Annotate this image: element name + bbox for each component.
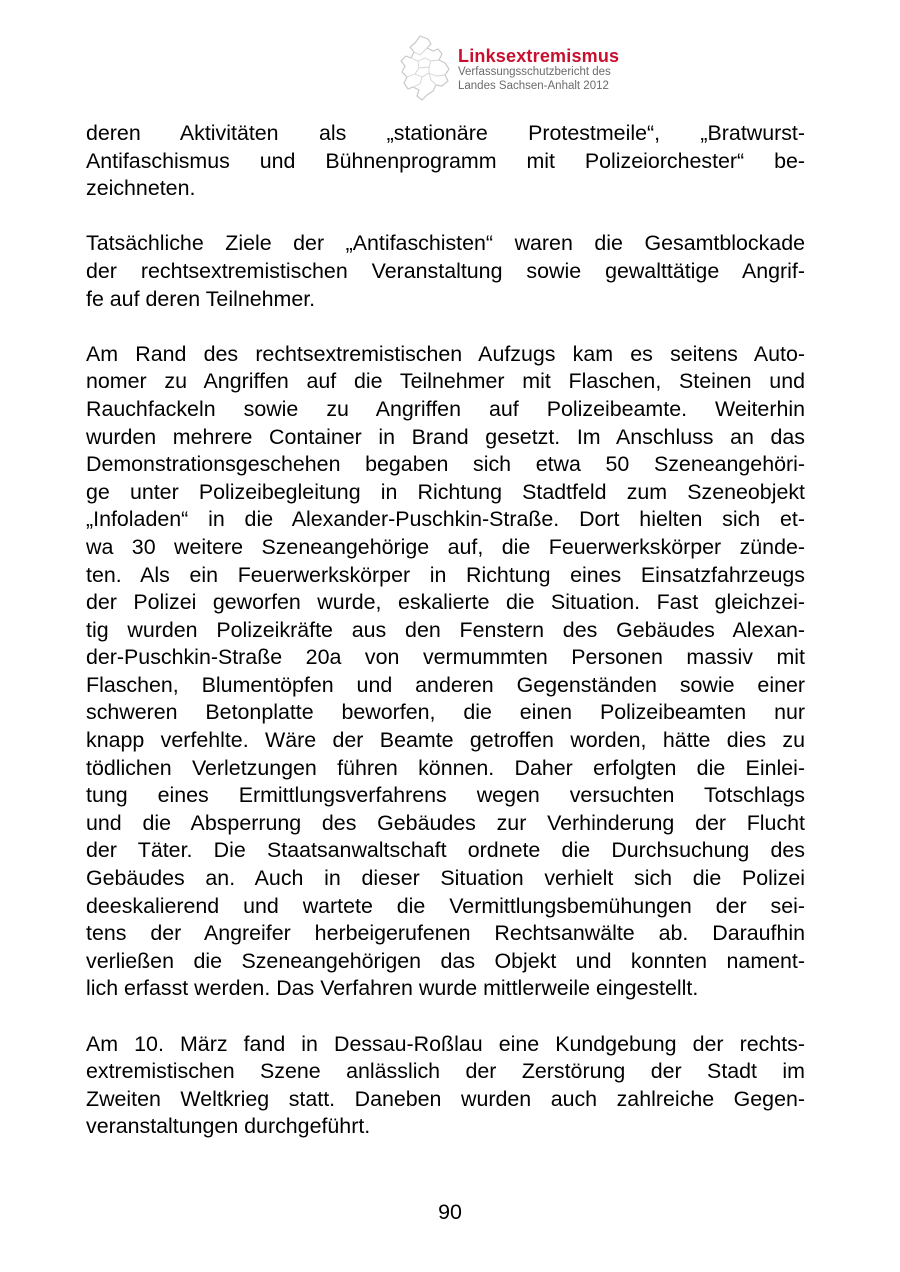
text-line: lich erfasst werden. Das Verfahren wurde mittlerweile eingestellt. (86, 976, 699, 1001)
text-line: wa 30 weitere Szeneangehörige auf, die Feuerwerkskörper zünde- (86, 534, 805, 559)
body-text (86, 120, 805, 1169)
text-line: Zweiten Weltkrieg statt. Daneben wurden auch zahlreiche Gegen- (86, 1086, 805, 1111)
text-line: Antifaschismus und Bühnenprogramm mit Polizeiorchester“ be- (86, 148, 805, 173)
text-line: tödlichen Verletzungen führen können. Daher erfolgten die Einlei- (86, 755, 805, 780)
text-line: wurden mehrere Container in Brand gesetzt. Im Anschluss an das (86, 424, 805, 449)
header-subtitle-line1: Verfassungsschutzbericht des (458, 66, 611, 78)
text-line: schweren Betonplatte beworfen, die einen Polizeibeamten nur (86, 700, 805, 725)
text-line: fe auf deren Teilnehmer. (86, 286, 316, 311)
paragraph-3 (86, 341, 805, 1003)
text-line: verließen die Szeneangehörigen das Objekt und konnten nament- (86, 948, 805, 973)
text-line: „Infoladen“ in die Alexander-Puschkin-Straße. Dort hielten sich et- (86, 507, 805, 532)
text-line: nomer zu Angriffen auf die Teilnehmer mit Flaschen, Steinen und (86, 369, 805, 394)
page-number: 90 (438, 1200, 462, 1224)
text-line: Am 10. März fand in Dessau-Roßlau eine Kundgebung der rechts- (86, 1031, 805, 1056)
text-line: knapp verfehlte. Wäre der Beamte getroffen worden, hätte dies zu (86, 728, 805, 753)
page-header (398, 34, 658, 102)
paragraph-1 (86, 120, 805, 203)
text-line: der Täter. Die Staatsanwaltschaft ordnete die Durchsuchung des (86, 838, 805, 863)
text-line: und die Absperrung des Gebäudes zur Verhinderung der Flucht (86, 810, 805, 835)
text-line: deren Aktivitäten als „stationäre Protestmeile“, „Bratwurst- (86, 121, 805, 145)
header-title: Linksextremismus (458, 46, 620, 66)
text-line: veranstaltungen durchgeführt. (86, 1114, 371, 1139)
text-line: Flaschen, Blumentöpfen und anderen Gegenständen sowie einer (86, 672, 805, 697)
text-line: tens der Angreifer herbeigerufenen Rechtsanwälte ab. Daraufhin (86, 921, 805, 946)
text-line: Gebäudes an. Auch in dieser Situation verhielt sich die Polizei (86, 866, 805, 891)
text-line: der Polizei geworfen wurde, eskalierte die Situation. Fast gleichzei- (86, 590, 805, 615)
text-line: extremistischen Szene anlässlich der Zerstörung der Stadt im (86, 1059, 805, 1084)
header-text (458, 46, 658, 93)
text-line: Tatsächliche Ziele der „Antifaschisten“ waren die Gesamtblockade (86, 231, 805, 256)
text-line: Rauchfackeln sowie zu Angriffen auf Polizeibeamte. Weiterhin (86, 396, 805, 421)
text-line: Demonstrationsgeschehen begaben sich etwa 50 Szeneangehöri- (86, 452, 805, 477)
paragraph-2 (86, 230, 805, 313)
text-line: ge unter Polizeibegleitung in Richtung Stadtfeld zum Szeneobjekt (86, 479, 805, 504)
text-line: tung eines Ermittlungsverfahrens wegen versuchten Totschlags (86, 783, 805, 808)
text-line: tig wurden Polizeikräfte aus den Fenstern des Gebäudes Alexan- (86, 617, 805, 642)
text-line: ten. Als ein Feuerwerkskörper in Richtung eines Einsatzfahrzeugs (86, 562, 805, 587)
text-line: deeskalierend und wartete die Vermittlungsbemühungen der sei- (86, 893, 805, 918)
paragraph-4 (86, 1031, 805, 1141)
text-line: zeichneten. (86, 176, 196, 201)
sachsen-anhalt-map-icon (398, 34, 454, 102)
text-line: der-Puschkin-Straße 20a von vermummten Personen massiv mit (86, 645, 805, 670)
text-line: der rechtsextremistischen Veranstaltung sowie gewalttätige Angrif- (86, 258, 805, 283)
text-line: Am Rand des rechtsextremistischen Aufzugs kam es seitens Auto- (86, 341, 805, 366)
header-subtitle-line2: Landes Sachsen-Anhalt 2012 (458, 79, 609, 92)
